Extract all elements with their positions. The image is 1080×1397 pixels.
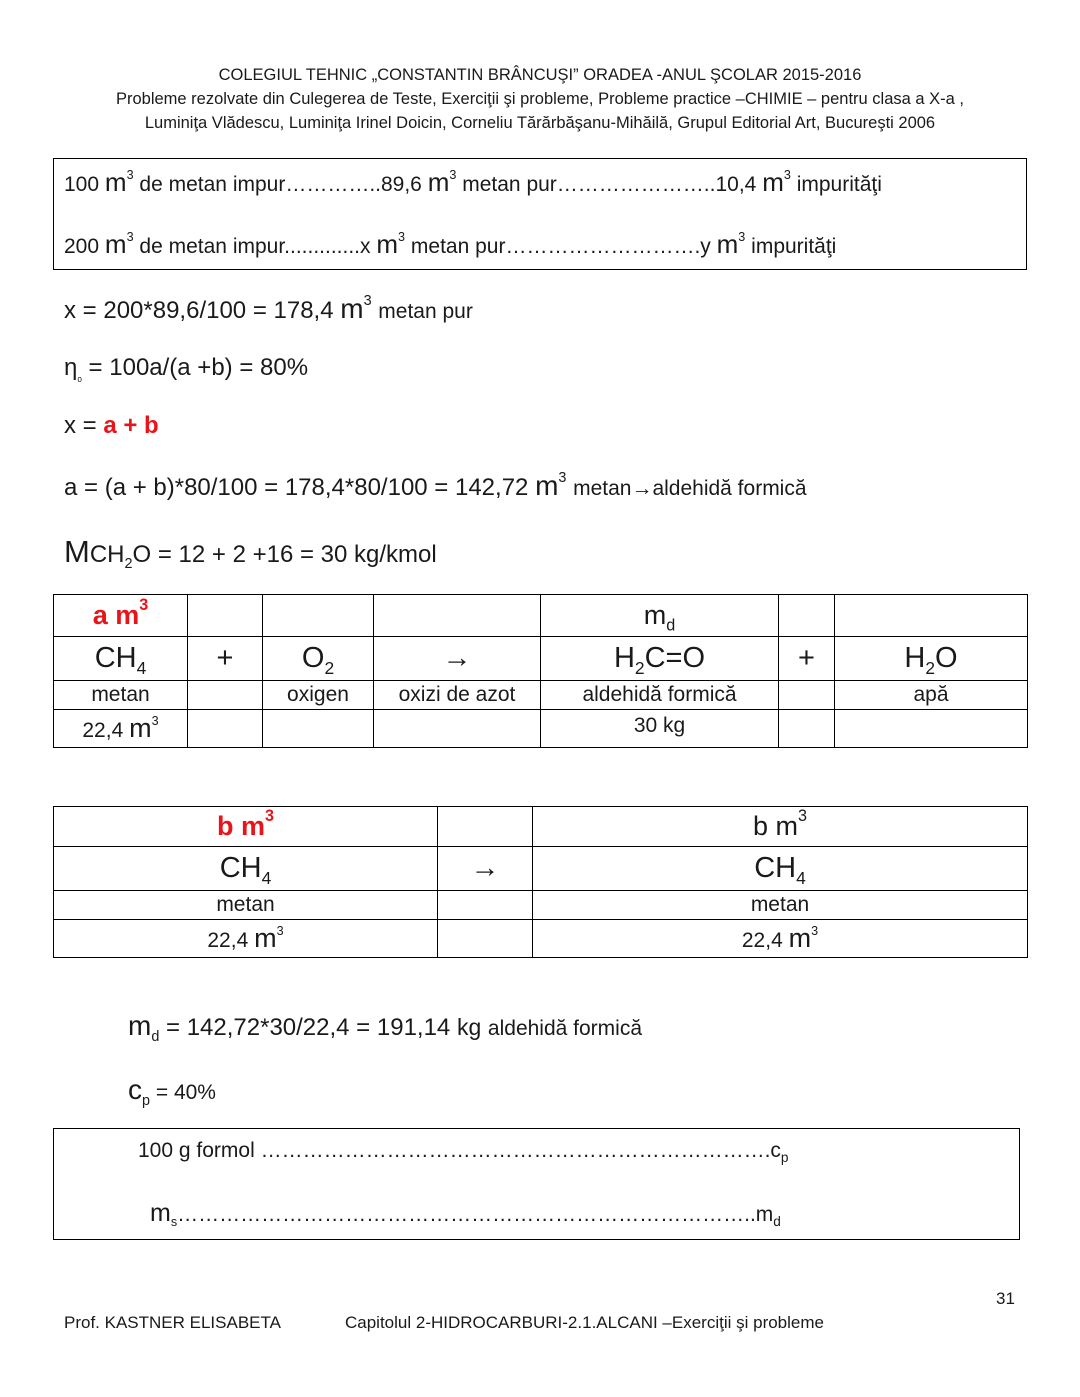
text: de metan impur.............x — [139, 235, 371, 258]
cell-volume-b-product: b $m^3$ — [533, 807, 1028, 847]
cell-volume-a: a $m^3$ — [54, 595, 188, 637]
name-methane: metan — [54, 681, 188, 710]
proportion-box-formol — [53, 1128, 1020, 1240]
text: H — [613, 642, 635, 674]
page-number: 31 — [996, 1289, 1015, 1308]
text: CH — [219, 852, 262, 884]
text: H — [904, 642, 926, 674]
cell-empty — [779, 710, 835, 748]
footer-author: Prof. KASTNER ELISABETA — [64, 1313, 281, 1332]
cell-empty — [374, 595, 541, 637]
formula-water: $H_2O$ — [835, 637, 1028, 681]
text: de metan impur…………..89,6 — [139, 173, 422, 196]
reaction-table-unreacted — [53, 806, 1028, 958]
name-methane: metan — [54, 891, 438, 920]
cell-empty — [188, 681, 263, 710]
cell-empty — [438, 807, 533, 847]
cell-empty — [188, 595, 263, 637]
text: O = 12 + 2 +16 = 30 kg/kmol — [132, 541, 437, 568]
proportion-box-impurities — [53, 158, 1027, 270]
cell-empty — [438, 920, 533, 958]
formol-row-2: $m_s\dots\dots\dots\dots\dots\dots\dots\dots\dots\dots\dots\dots\dots\dots\dots\dots\dots\dots\dots\dots\dots\dots\dots\dots\dots\dots\dots..m_d$ — [150, 1199, 781, 1230]
reaction-arrow: → — [438, 847, 533, 891]
formula-o2: $O_2$ — [263, 637, 374, 681]
cell-empty — [779, 681, 835, 710]
name-methane-product: metan — [533, 891, 1028, 920]
text: a = (a + b)*80/100 = 178,4*80/100 = 142,72 — [64, 474, 529, 501]
text: m — [643, 600, 667, 630]
text: 100 — [64, 173, 100, 196]
reaction-table-oxidation — [53, 594, 1028, 748]
cell-empty — [263, 595, 374, 637]
text: x = — [64, 412, 104, 439]
text: 22,4 — [741, 929, 783, 952]
header-authors: Luminiţa Vlădescu, Luminiţa Irinel Doicin, Corneliu Tărărbăşanu-Mihăilă, Grupul Editorial Art, Bucureşti 2006 — [144, 114, 936, 132]
result-mass-md: $m_d = 142,72*30/22,4 = 191,14$ kg aldehidă formică — [128, 1010, 643, 1045]
cell-empty — [374, 710, 541, 748]
plus-sign: + — [188, 637, 263, 681]
text: impurităţi — [796, 173, 882, 196]
text: = 40% — [150, 1081, 216, 1104]
proportion-row-2: 200 $m^3$ de metan impur.............x $m^3$ metan pur……………………….y $m^3$ impurităţi — [64, 229, 837, 259]
header-institution: COLEGIUL TEHNIC „CONSTANTIN BRÂNCUŞI” ORADEA -ANUL ŞCOLAR 2015-2016 — [218, 66, 862, 84]
cell-volume-b: b $m^3$ — [54, 807, 438, 847]
text: 22,4 — [82, 719, 124, 742]
molar-volume-product: 22,4 $m^3$ — [533, 920, 1028, 958]
header-source: Probleme rezolvate din Culegerea de Teste, Exerciţii şi probleme, Probleme practice –CHIMIE – pentru clasa a X-a , — [115, 90, 964, 108]
text: metan pur…………………..10,4 — [462, 173, 757, 196]
text: 22,4 — [207, 929, 249, 952]
calc-sum — [64, 412, 159, 440]
molar-mass-product: 30 kg — [541, 710, 779, 748]
formol-row-1: 100 g formol $\dots\dots\dots\dots\dots\dots\dots\dots\dots\dots\dots\dots\dots\dots\dots\dots\dots\dots\dots\dots\dots\dots\dots\dots.c_p$ — [138, 1139, 789, 1166]
text: a m — [92, 600, 140, 630]
proportion-row-1: 100 $m^3$ de metan impur…………..89,6 $m^3$ metan pur…………………..10,4 $m^3$ impurităţi — [64, 167, 882, 197]
text: ………………………………………………………………………..m — [177, 1203, 774, 1226]
formula-ch4-product: $CH_4$ — [533, 847, 1028, 891]
text: = 142,72*30/22,4 = 191,14 — [159, 1014, 451, 1041]
text: impurităţi — [751, 235, 837, 258]
reaction-arrow: → — [374, 637, 541, 681]
cell-empty — [263, 710, 374, 748]
text: a + b — [103, 412, 159, 439]
cell-mass-md: $m_d$ — [541, 595, 779, 637]
text: 200 — [64, 235, 100, 258]
text: b m — [216, 811, 265, 841]
text: metan pur……………………….y — [410, 235, 711, 258]
molar-volume: 22,4 $m^3$ — [54, 710, 188, 748]
calc-pure-methane: x = 200*89,6/100 = 178,4 $m^3$ metan pur — [64, 293, 473, 324]
text: O — [301, 642, 325, 674]
molar-volume: 22,4 $m^3$ — [54, 920, 438, 958]
formula-formaldehyde: $H_2C=O$ — [541, 637, 779, 681]
result-concentration: $c_p = 40\%$ — [128, 1074, 216, 1109]
text: b m — [752, 811, 798, 841]
formula-ch4: $CH_4$ — [54, 847, 438, 891]
calc-yield: $\eta_{_o} = 100a/(a +b) = 80\%$ — [64, 354, 309, 384]
name-oxygen: oxigen — [263, 681, 374, 710]
plus-sign: + — [779, 637, 835, 681]
calc-methane-converted: a = (a + b)*80/100 = 178,4*80/100 = 142,72 $m^3$ metan→aldehidă formică — [64, 470, 807, 501]
footer-chapter: Capitolul 2-HIDROCARBURI-2.1.ALCANI –Exerciţii şi probleme — [345, 1313, 824, 1332]
calc-molar-mass: $MCH_2O = 12 + 2 +16 = 30$ kg/kmol — [64, 534, 437, 572]
name-formaldehyde: aldehidă formică — [541, 681, 779, 710]
cell-empty — [438, 891, 533, 920]
cell-empty — [188, 710, 263, 748]
text: x = 200*89,6/100 = 178,4 — [64, 297, 334, 324]
cell-empty — [835, 595, 1028, 637]
text: metan pur — [378, 300, 473, 323]
name-water: apă — [835, 681, 1028, 710]
text: aldehidă formică — [487, 1017, 643, 1040]
text: 100 g formol ……………………………………………………………….c — [138, 1139, 781, 1162]
text: metan→aldehidă formică — [573, 477, 807, 500]
cell-empty — [835, 710, 1028, 748]
formula-ch4: $CH_4$ — [54, 637, 188, 681]
name-catalyst: oxizi de azot — [374, 681, 541, 710]
cell-empty — [779, 595, 835, 637]
text: = 100a/(a +b) = 80% — [81, 354, 309, 381]
